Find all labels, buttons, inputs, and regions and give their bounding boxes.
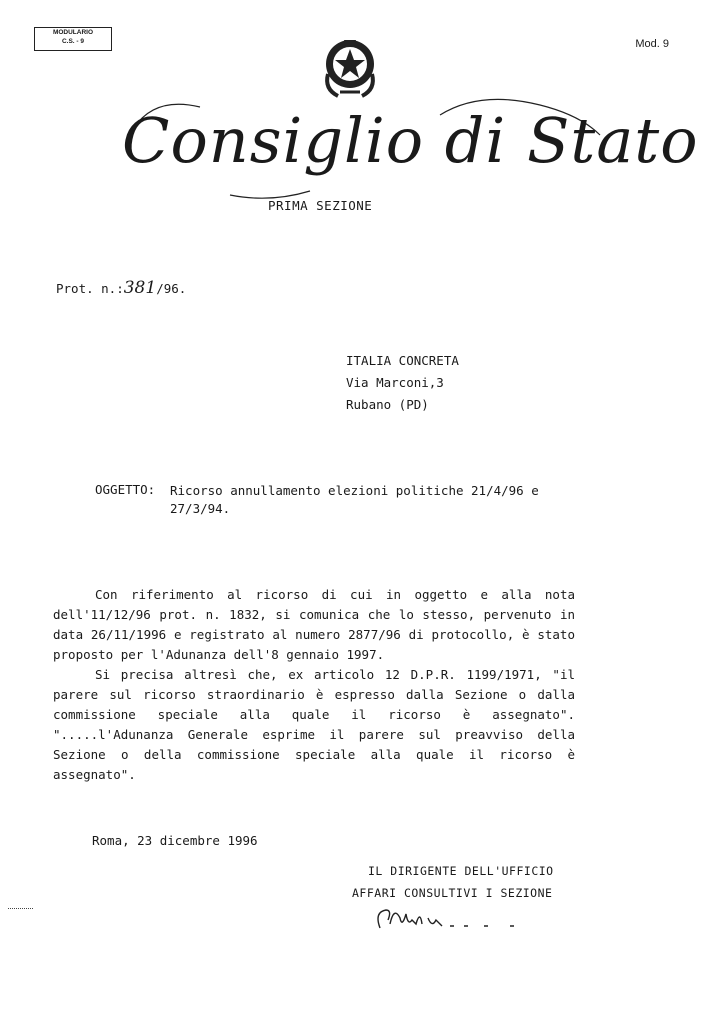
- recipient-name: ITALIA CONCRETA: [346, 353, 459, 368]
- signatory-office: AFFARI CONSULTIVI I SEZIONE: [352, 886, 553, 900]
- letter-body: [53, 585, 575, 785]
- handwritten-signature: [372, 900, 552, 940]
- italian-republic-emblem-icon: [318, 34, 382, 100]
- signatory-title: IL DIRIGENTE DELL'UFFICIO: [368, 864, 554, 878]
- modulario-box: [34, 27, 112, 51]
- section-name: PRIMA SEZIONE: [268, 198, 373, 213]
- recipient-street: Via Marconi,3: [346, 375, 444, 390]
- body-paragraph-1: Con riferimento al ricorso di cui in oggetto e alla nota dell'11/12/96 prot. n. 1832, si comunica che lo stesso, pervenuto in data 26/11/1996 e registrato al numero 2877/96 di protocollo, è stato proposto per l'Adunanza dell'8 gennaio 1997.: [53, 587, 575, 662]
- body-paragraph-2: Si precisa altresì che, ex articolo 12 D.P.R. 1199/1971, "il parere sul ricorso straordinario è espresso dalla Sezione o dalla commissione speciale alla quale il ricorso è assegnato". ".....l'Adunanza Generale esprime il parere sul preavviso della Sezione o della commissione speciale alla quale il ricorso è assegnato".: [53, 667, 575, 782]
- mod-number: Mod. 9: [635, 38, 669, 50]
- organization-name: Consiglio di Stato: [122, 104, 699, 177]
- protocol-suffix: /96.: [156, 281, 187, 296]
- subject-label: OGGETTO:: [95, 482, 156, 497]
- modulario-code: C.S. - 9: [61, 38, 85, 45]
- protocol-handwritten-number: 381: [123, 278, 157, 298]
- protocol-number: [56, 278, 186, 298]
- subject-text: Ricorso annullamento elezioni politiche 21/4/96 e 27/3/94.: [170, 483, 539, 516]
- protocol-prefix: Prot. n.:: [56, 281, 124, 296]
- modulario-label: MODULARIO: [52, 29, 94, 36]
- printer-margin-note: [0, 720, 12, 860]
- margin-mark: [8, 908, 33, 909]
- date-line: Roma, 23 dicembre 1996: [92, 833, 258, 848]
- recipient-city: Rubano (PD): [346, 397, 429, 412]
